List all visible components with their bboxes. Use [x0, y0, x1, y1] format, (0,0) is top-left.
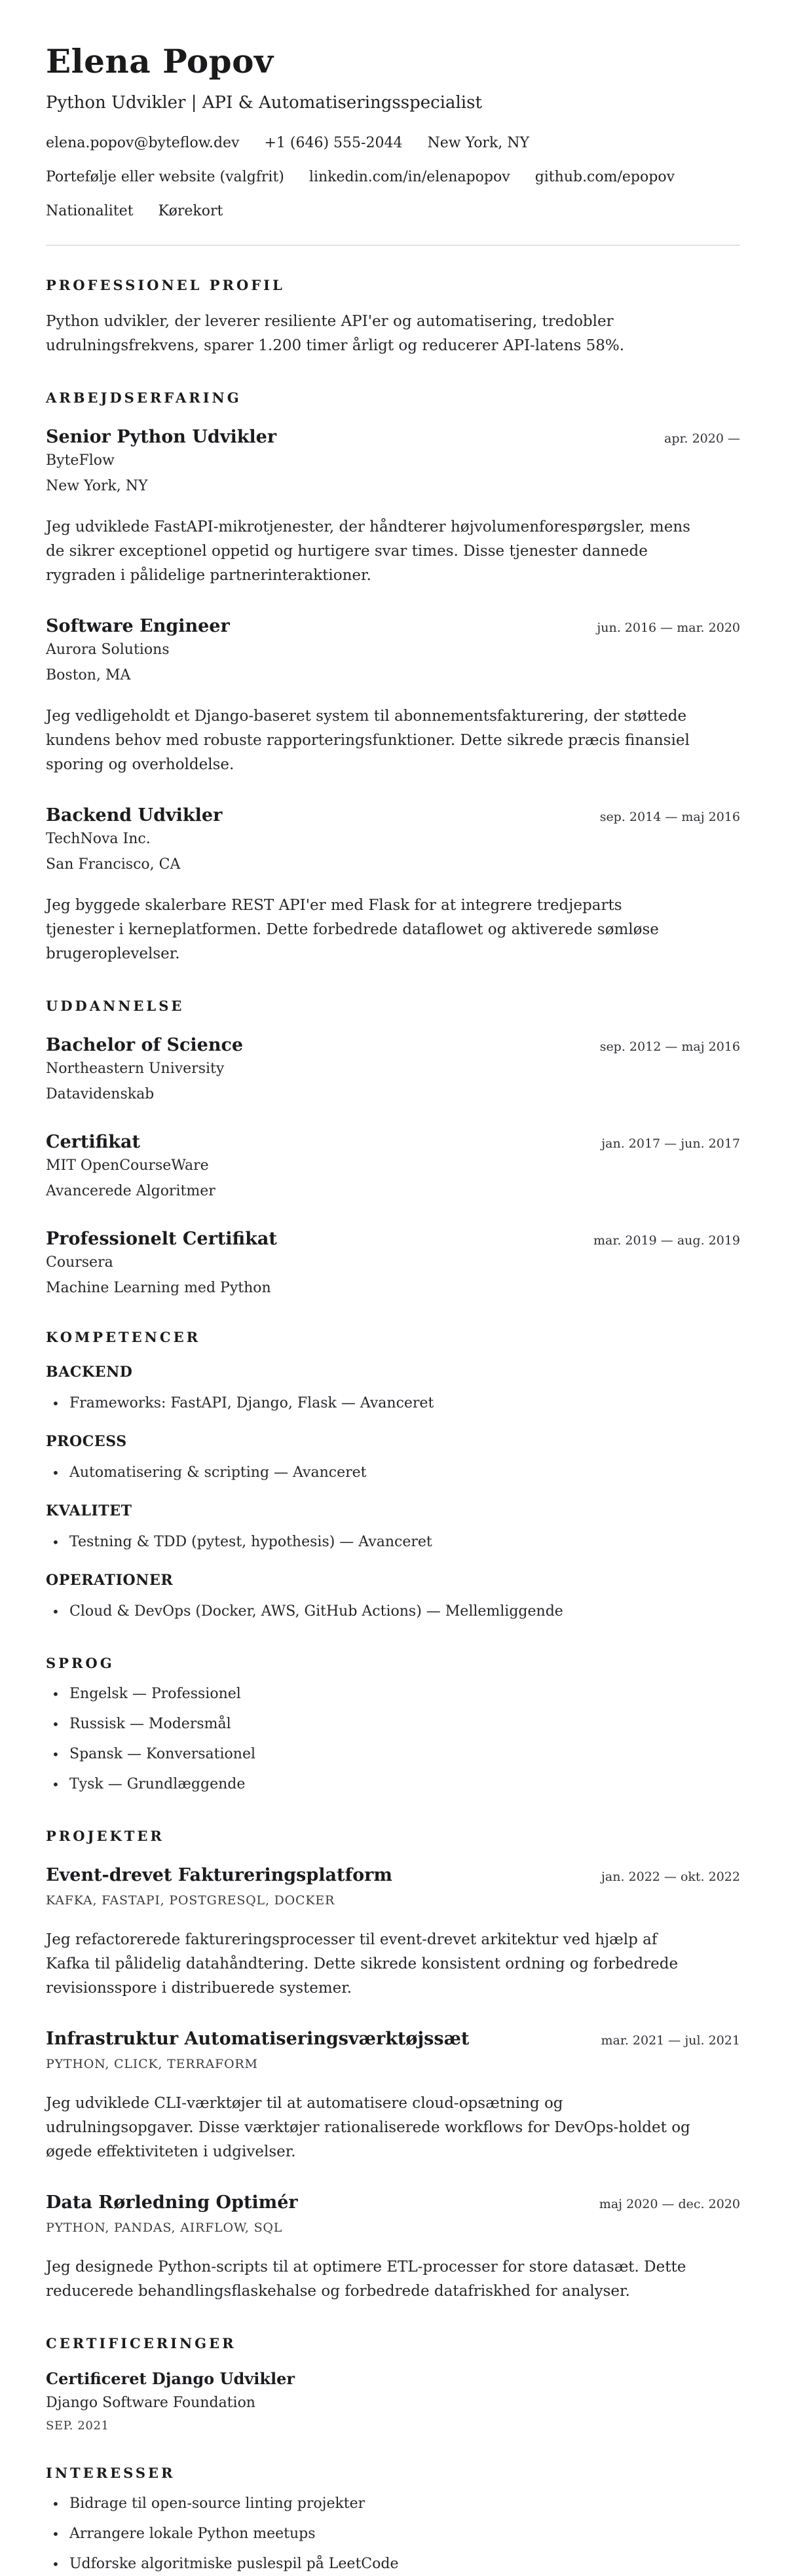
projects-heading: PROJEKTER — [46, 1828, 164, 1844]
job-description: Jeg udviklede FastAPI-mikrotjenester, der håndterer højvolumenforespørgsler, mens de sikrer exceptionel oppetid og hurtigere svar times. Disse tjenester dannede rygraden i pålidelige partnerinteraktioner. — [46, 518, 690, 584]
job-date: jun. 2016 — mar. 2020 — [597, 621, 740, 635]
project-date: jan. 2022 — okt. 2022 — [601, 1870, 740, 1884]
project-tech-stack: PYTHON, CLICK, TERRAFORM — [46, 2057, 258, 2071]
certification-title: Certificeret Django Udvikler — [46, 2369, 295, 2388]
contact-nationality: Nationalitet — [46, 203, 134, 219]
education-field: Machine Learning med Python — [46, 1280, 271, 1296]
job-title: Backend Udvikler — [46, 805, 223, 825]
education-heading: UDDANNELSE — [46, 998, 185, 1014]
project-date: mar. 2021 — jul. 2021 — [601, 2033, 740, 2048]
skill-item: • Testning & TDD (pytest, hypothesis) — Avanceret — [46, 1531, 740, 1554]
certification-issuer: Django Software Foundation — [46, 2395, 255, 2411]
experience-heading: ARBEJDSERFARING — [46, 390, 242, 406]
interest-item: • Arrangere lokale Python meetups — [46, 2522, 740, 2546]
section-interests — [46, 2465, 740, 2576]
contact-email: elena.popov@byteflow.dev — [46, 135, 240, 151]
language-item: • Spansk — Konversationel — [46, 1743, 740, 1766]
section-skills — [46, 1329, 740, 1624]
project-entry — [46, 1864, 740, 2001]
candidate-title: Python Udvikler | API & Automatiseringsspecialist — [46, 93, 482, 113]
skill-group-name: OPERATIONER — [46, 1572, 174, 1589]
skill-group — [46, 1432, 740, 1485]
project-description: Jeg designede Python-scripts til at optimere ETL-processer for store datasæt. Dette reducerede behandlingsflaskehalse og forbedrede datafriskhed for analyser. — [46, 2259, 686, 2300]
skill-item: • Cloud & DevOps (Docker, AWS, GitHub Actions) — Mellemliggende — [46, 1600, 740, 1624]
section-projects — [46, 1828, 740, 2304]
skill-item: • Automatisering & scripting — Avanceret — [46, 1461, 740, 1485]
language-item: • Russisk — Modersmål — [46, 1713, 740, 1736]
project-description: Jeg udviklede CLI-værktøjer til at automatisere cloud-opsætning og udrulningsopgaver. Disse værktøjer rationaliserede workflows for DevOps-holdet og øgede effektiviteten i udgivelser. — [46, 2095, 690, 2160]
skill-group-name: KVALITET — [46, 1502, 132, 1519]
job-title: Software Engineer — [46, 616, 230, 636]
job-date: sep. 2014 — maj 2016 — [599, 810, 740, 824]
interest-item: • Udforske algoritmiske puslespil på LeetCode — [46, 2552, 740, 2576]
interests-heading: INTERESSER — [46, 2465, 176, 2481]
certification-date: SEP. 2021 — [46, 2419, 109, 2433]
contact-row-3 — [46, 202, 740, 221]
contact-drivers-license: Kørekort — [158, 203, 223, 219]
project-date: maj 2020 — dec. 2020 — [599, 2197, 740, 2211]
language-item: • Engelsk — Professionel — [46, 1682, 740, 1706]
skill-group — [46, 1363, 740, 1415]
job-title: Senior Python Udvikler — [46, 427, 277, 447]
contact-location: New York, NY — [427, 135, 530, 151]
education-entry — [46, 1034, 740, 1104]
project-entry — [46, 2028, 740, 2164]
project-tech-stack: KAFKA, FASTAPI, POSTGRESQL, DOCKER — [46, 1893, 335, 1908]
certification-entry — [46, 2369, 740, 2433]
skill-item: • Frameworks: FastAPI, Django, Flask — Avanceret — [46, 1392, 740, 1415]
section-experience — [46, 390, 740, 966]
contact-row-1 — [46, 134, 740, 153]
skill-group-name: PROCESS — [46, 1433, 127, 1450]
job-company: TechNova Inc. — [46, 831, 151, 847]
section-certifications — [46, 2335, 740, 2433]
contact-website: Portefølje eller website (valgfrit) — [46, 169, 284, 185]
project-tech-stack: PYTHON, PANDAS, AIRFLOW, SQL — [46, 2221, 283, 2235]
skill-group — [46, 1571, 740, 1624]
skill-group-name: BACKEND — [46, 1364, 133, 1381]
education-date: jan. 2017 — jun. 2017 — [601, 1136, 740, 1151]
education-title: Professionelt Certifikat — [46, 1229, 277, 1249]
job-entry — [46, 615, 740, 777]
project-description: Jeg refactorerede faktureringsprocesser til event-drevet arkitektur ved hjælp af Kafka til pålidelig datahåndtering. Dette sikrede konsistent ordning og forbedrede revisionsspore i distribuerede systemer. — [46, 1931, 679, 1997]
education-entry — [46, 1131, 740, 1201]
interest-item: • Bidrage til open-source linting projekter — [46, 2492, 740, 2516]
job-description: Jeg byggede skalerbare REST API'er med Flask for at integrere tredjeparts tjenester i kerneplatformen. Dette forbedrede dataflowet og aktiverede sømløse brugeroplevelser. — [46, 897, 659, 962]
skill-group — [46, 1502, 740, 1554]
job-entry — [46, 805, 740, 966]
job-company: ByteFlow — [46, 452, 115, 469]
project-title: Data Rørledning Optimér — [46, 2192, 298, 2213]
education-title: Bachelor of Science — [46, 1035, 244, 1055]
job-date: apr. 2020 — — [664, 431, 740, 446]
contact-phone: +1 (646) 555-2044 — [264, 135, 403, 151]
job-location: New York, NY — [46, 478, 148, 494]
skills-heading: KOMPETENCER — [46, 1329, 201, 1345]
job-entry — [46, 426, 740, 588]
languages-heading: SPROG — [46, 1655, 115, 1671]
job-description: Jeg vedligeholdt et Django-baseret system til abonnementsfakturering, der støttede kundens behov med robuste rapporteringsfunktioner. Dette sikrede præcis finansiel sporing og overholdelse. — [46, 708, 690, 773]
profile-heading: PROFESSIONEL PROFIL — [46, 277, 285, 293]
section-education — [46, 998, 740, 1297]
candidate-name: Elena Popov — [46, 42, 274, 81]
certifications-heading: CERTIFICERINGER — [46, 2335, 236, 2351]
education-institution: Coursera — [46, 1254, 113, 1271]
education-field: Datavidenskab — [46, 1086, 155, 1102]
job-location: Boston, MA — [46, 667, 131, 683]
contact-row-2 — [46, 168, 740, 187]
job-location: San Francisco, CA — [46, 856, 181, 873]
resume-header — [46, 42, 740, 245]
language-item: • Tysk — Grundlæggende — [46, 1773, 740, 1796]
education-date: sep. 2012 — maj 2016 — [599, 1040, 740, 1054]
contact-github: github.com/epopov — [534, 169, 675, 185]
project-title: Event-drevet Faktureringsplatform — [46, 1865, 392, 1885]
education-field: Avancerede Algoritmer — [46, 1183, 215, 1199]
project-entry — [46, 2192, 740, 2304]
education-institution: Northeastern University — [46, 1061, 225, 1077]
contact-linkedin: linkedin.com/in/elenapopov — [309, 169, 510, 185]
education-date: mar. 2019 — aug. 2019 — [593, 1233, 740, 1248]
job-company: Aurora Solutions — [46, 642, 170, 658]
education-title: Certifikat — [46, 1132, 140, 1152]
section-languages — [46, 1655, 740, 1796]
education-institution: MIT OpenCourseWare — [46, 1157, 209, 1174]
project-title: Infrastruktur Automatiseringsværktøjssæt — [46, 2029, 470, 2049]
profile-text: Python udvikler, der leverer resiliente API'er og automatisering, tredobler udrulningsfrekvens, sparer 1.200 timer årligt og reducerer API-latens 58%. — [46, 313, 625, 354]
section-profile — [46, 277, 740, 358]
education-entry — [46, 1228, 740, 1297]
